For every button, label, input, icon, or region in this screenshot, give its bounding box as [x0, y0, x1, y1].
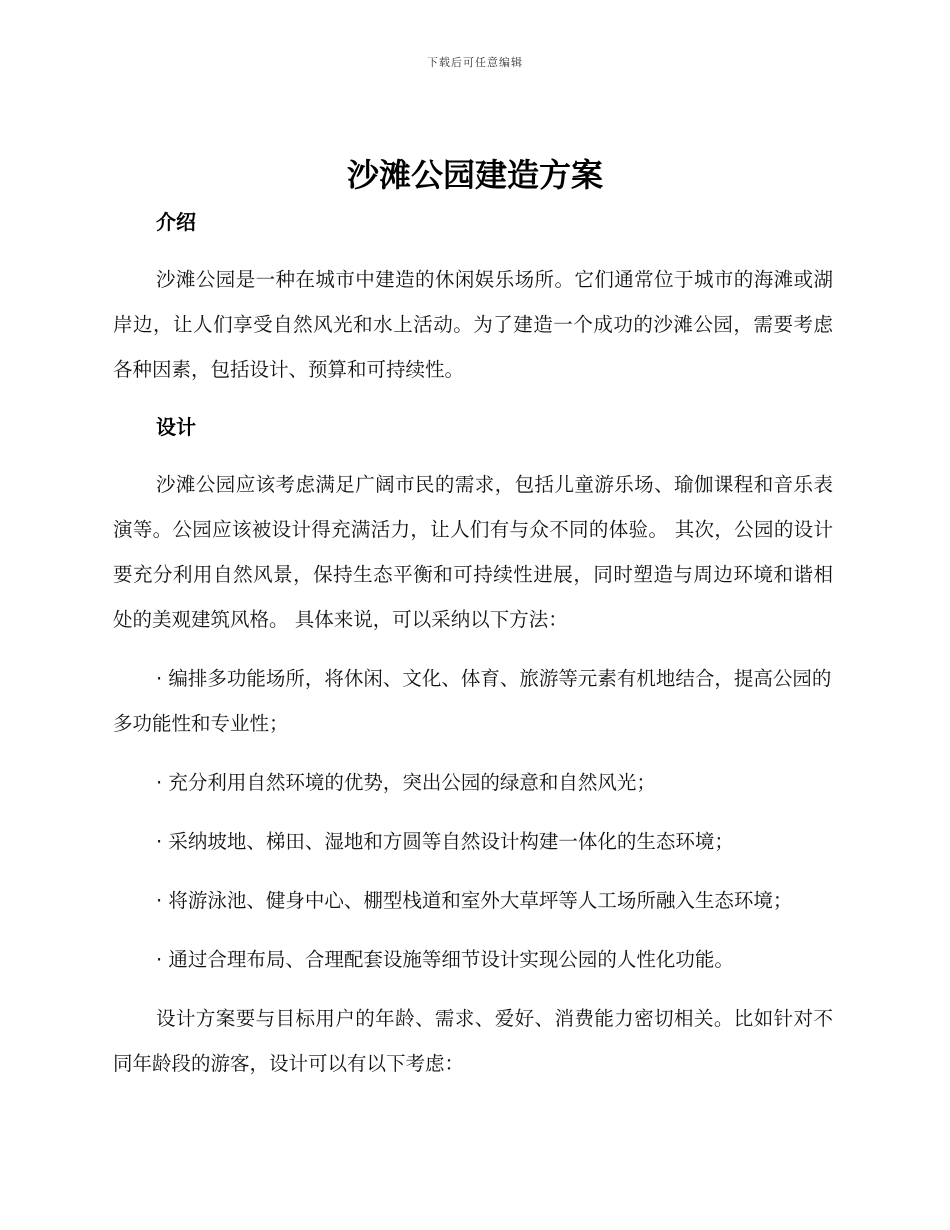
spacer: [113, 746, 833, 760]
spacer: [113, 239, 833, 257]
design-bullet-3: · 采纳坡地、梯田、湿地和方圆等自然设计构建一体化的生态环境；: [156, 830, 734, 853]
design-bullet-5: · 通过合理布局、合理配套设施等细节设计实现公园的人性化功能。: [156, 948, 734, 971]
document-body: [113, 205, 833, 1086]
spacer: [113, 444, 833, 462]
section-heading-intro: 介绍: [156, 210, 196, 234]
spacer: [113, 642, 833, 656]
design-bullet-4: · 将游泳池、健身中心、棚型栈道和室外大草坪等人工场所融入生态环境；: [156, 889, 793, 912]
spacer: [113, 392, 833, 410]
spacer: [113, 923, 833, 937]
spacer: [113, 864, 833, 878]
section-heading-design: 设计: [156, 415, 196, 439]
design-bullet-1: · 编排多功能场所，将休闲、文化、体育、旅游等元素有机地结合，提高公园的多功能性和专业性；: [113, 667, 832, 735]
design-closing-paragraph: 设计方案要与目标用户的年龄、需求、爱好、消费能力密切相关。比如针对不同年龄段的游客，设计可以有以下考虑：: [113, 1007, 833, 1075]
spacer: [113, 982, 833, 996]
header-note: 下载后可任意编辑: [427, 56, 523, 69]
design-bullet-2: · 充分利用自然环境的优势，突出公园的绿意和自然风光；: [156, 771, 656, 794]
design-paragraph: 沙滩公园应该考虑满足广阔市民的需求，包括儿童游乐场、瑜伽课程和音乐表演等。公园应该被设计得充满活力，让人们有与众不同的体验。 其次，公园的设计要充分利用自然风景，保持生态平衡和可持续性进展，同时塑造与周边环境和谐相处的美观建筑风格。 具体来说，可以采纳以下方法：: [113, 473, 833, 631]
intro-paragraph: 沙滩公园是一种在城市中建造的休闲娱乐场所。它们通常位于城市的海滩或湖岸边，让人们享受自然风光和水上活动。为了建造一个成功的沙滩公园，需要考虑各种因素，包括设计、预算和可持续性。: [113, 268, 833, 381]
document-title: 沙滩公园建造方案: [346, 156, 603, 194]
spacer: [113, 805, 833, 819]
